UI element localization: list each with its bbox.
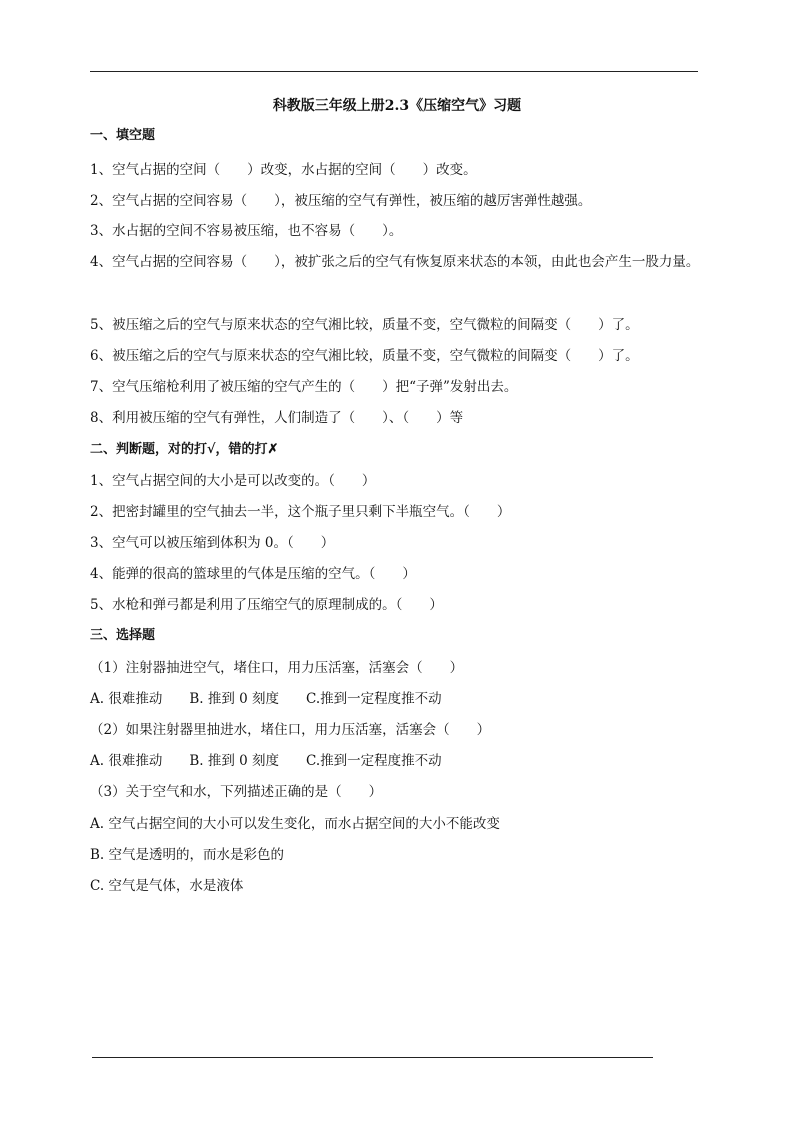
true-false-question-1: 1、空气占据空间的大小是可以改变的。（ ）	[90, 473, 376, 489]
header-rule	[90, 71, 698, 72]
choice-question-2-options: A. 很难推动 B. 推到 0 刻度 C.推到一定程度推不动	[90, 753, 442, 769]
choice-question-3-option-a: A. 空气占据空间的大小可以发生变化，而水占据空间的大小不能改变	[90, 816, 500, 832]
section-heading-multiple-choice: 三、选择题	[90, 628, 156, 643]
fill-in-question-5: 5、被压缩之后的空气与原来状态的空气湘比较，质量不变，空气微粒的间隔变（ ）了。	[90, 317, 639, 333]
true-false-question-3: 3、空气可以被压缩到体积为 0。（ ）	[90, 535, 335, 551]
fill-in-question-4: 4、空气占据的空间容易（ ），被扩张之后的空气有恢复原来状态的本领，由此也会产生一股力量。	[90, 254, 700, 270]
true-false-question-5: 5、水枪和弹弓都是利用了压缩空气的原理制成的。（ ）	[90, 597, 443, 613]
fill-in-question-6: 6、被压缩之后的空气与原来状态的空气湘比较，质量不变，空气微粒的间隔变（ ）了。	[90, 348, 639, 364]
section-heading-fill-in: 一、填空题	[90, 128, 156, 143]
fill-in-question-3: 3、水占据的空间不容易被压缩，也不容易（ ）。	[90, 223, 403, 239]
fill-in-question-2: 2、空气占据的空间容易（ ），被压缩的空气有弹性，被压缩的越厉害弹性越强。	[90, 193, 592, 209]
true-false-question-2: 2、把密封罐里的空气抽去一半，这个瓶子里只剩下半瓶空气。（ ）	[90, 504, 511, 520]
choice-question-3: （3）关于空气和水，下列描述正确的是（ ）	[90, 784, 383, 800]
choice-question-3-option-c: C. 空气是气体，水是液体	[90, 878, 244, 894]
choice-question-1-options: A. 很难推动 B. 推到 0 刻度 C.推到一定程度推不动	[90, 691, 442, 707]
footer-rule	[92, 1057, 653, 1058]
section-heading-true-false: 二、判断题，对的打√，错的打✗	[90, 442, 279, 457]
fill-in-question-1: 1、空气占据的空间（ ）改变，水占据的空间（ ）改变。	[90, 162, 477, 178]
document-title: 科教版三年级上册2.3《压缩空气》习题	[272, 98, 522, 114]
true-false-question-4: 4、能弹的很高的篮球里的气体是压缩的空气。（ ）	[90, 566, 416, 582]
choice-question-1: （1）注射器抽进空气，堵住口，用力压活塞，活塞会（ ）	[90, 660, 464, 676]
choice-question-2: （2）如果注射器里抽进水，堵住口，用力压活塞，活塞会（ ）	[90, 722, 491, 738]
fill-in-question-7: 7、空气压缩枪利用了被压缩的空气产生的（ ）把“子弹”发射出去。	[90, 379, 518, 395]
choice-question-3-option-b: B. 空气是透明的，而水是彩色的	[90, 847, 285, 863]
fill-in-question-8: 8、利用被压缩的空气有弹性，人们制造了（ ）、（ ）等	[90, 410, 464, 426]
